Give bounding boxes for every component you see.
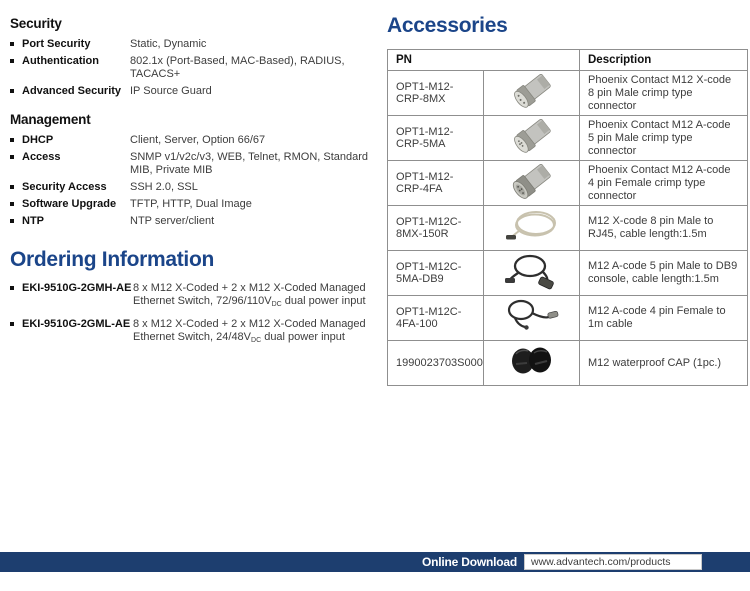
dc-subscript: DC bbox=[271, 301, 282, 308]
accessories-column bbox=[387, 14, 748, 386]
spec-label: Port Security bbox=[22, 38, 91, 50]
spec-label: NTP bbox=[22, 215, 44, 227]
ordering-part-number: EKI-9510G-2GMH-AE bbox=[22, 282, 132, 294]
spec-label: Authentication bbox=[22, 55, 99, 67]
bullet-icon bbox=[10, 219, 14, 223]
table-row bbox=[388, 116, 748, 161]
spec-row bbox=[10, 151, 380, 177]
pn-column-header: PN bbox=[388, 50, 580, 71]
ordering-information-heading: Ordering Information bbox=[10, 248, 215, 271]
description-cell: Phoenix Contact M12 A-code 5 pin Male crimp type connector bbox=[580, 116, 748, 161]
bullet-icon bbox=[10, 185, 14, 189]
spec-label: Access bbox=[22, 151, 61, 163]
table-row bbox=[388, 161, 748, 206]
spec-value: Client, Server, Option 66/67 bbox=[130, 134, 266, 146]
spec-row bbox=[10, 134, 380, 147]
description-cell: M12 waterproof CAP (1pc.) bbox=[580, 341, 748, 386]
spec-row bbox=[10, 215, 380, 228]
spec-row bbox=[10, 38, 380, 51]
part-number-cell: OPT1-M12C-8MX-150R bbox=[388, 206, 484, 251]
bullet-icon bbox=[10, 286, 14, 290]
table-row bbox=[388, 341, 748, 386]
bullet-icon bbox=[10, 322, 14, 326]
db9-console-cable-photo-icon bbox=[504, 277, 560, 294]
management-section bbox=[10, 112, 380, 228]
spec-row bbox=[10, 85, 380, 98]
spec-label: DHCP bbox=[22, 134, 54, 146]
part-number-cell: OPT1-M12C-5MA-DB9 bbox=[388, 251, 484, 296]
spec-value: NTP server/client bbox=[130, 215, 215, 227]
part-number-cell: OPT1-M12C-4FA-100 bbox=[388, 296, 484, 341]
bullet-icon bbox=[10, 59, 14, 63]
description-cell: M12 X-code 8 pin Male to RJ45, cable length:1.5m bbox=[580, 206, 748, 251]
spec-value: SSH 2.0, SSL bbox=[130, 181, 198, 193]
description-cell: Phoenix Contact M12 A-code 4 pin Female crimp type connector bbox=[580, 161, 748, 206]
description-cell: Phoenix Contact M12 X-code 8 pin Male crimp type connector bbox=[580, 71, 748, 116]
bullet-icon bbox=[10, 138, 14, 142]
accessories-header-row bbox=[388, 50, 748, 71]
loop-cable-photo-icon bbox=[504, 322, 560, 339]
m12-male-connector-photo-icon bbox=[504, 142, 560, 159]
table-row bbox=[388, 206, 748, 251]
spec-value: 802.1x (Port-Based, MAC-Based), RADIUS, TACACS+ bbox=[130, 55, 345, 80]
online-download-label: Online Download bbox=[422, 555, 517, 569]
part-number-cell: OPT1-M12-CRP-5MA bbox=[388, 116, 484, 161]
ordering-part-number: EKI-9510G-2GML-AE bbox=[22, 318, 131, 330]
spec-label: Advanced Security bbox=[22, 85, 122, 97]
accessories-heading: Accessories bbox=[387, 14, 508, 37]
spec-value: IP Source Guard bbox=[130, 85, 212, 97]
spec-label: Software Upgrade bbox=[22, 198, 117, 210]
management-heading: Management bbox=[10, 112, 91, 127]
spec-row bbox=[10, 181, 380, 194]
ordering-description: 8 x M12 X-Coded + 2 x M12 X-Coded Managed Ethernet Switch, $72/96/110V_{DC}$ dual power input bbox=[133, 282, 366, 308]
bullet-icon bbox=[10, 89, 14, 93]
spec-row bbox=[10, 198, 380, 211]
m12-female-connector-photo-icon bbox=[504, 187, 560, 204]
part-number-cell: OPT1-M12-CRP-4FA bbox=[388, 161, 484, 206]
accessories-table bbox=[387, 49, 748, 386]
bullet-icon bbox=[10, 155, 14, 159]
download-url-box bbox=[524, 554, 702, 570]
part-number-cell: 1990023703S000 bbox=[388, 341, 484, 386]
ordering-description: 8 x M12 X-Coded + 2 x M12 X-Coded Managed Ethernet Switch, $24/48V_{DC}$ dual power input bbox=[133, 318, 366, 344]
spec-value: TFTP, HTTP, Dual Image bbox=[130, 198, 252, 210]
bullet-icon bbox=[10, 202, 14, 206]
coiled-cable-photo-icon bbox=[504, 232, 560, 249]
table-row bbox=[388, 296, 748, 341]
waterproof-caps-photo-icon bbox=[504, 367, 560, 384]
bullet-icon bbox=[10, 42, 14, 46]
ordering-item bbox=[10, 282, 380, 311]
ordering-item bbox=[10, 318, 380, 347]
description-column-header: Description bbox=[580, 50, 748, 71]
security-section bbox=[10, 16, 380, 98]
spec-label: Security Access bbox=[22, 181, 107, 193]
security-heading: Security bbox=[10, 16, 62, 31]
m12-male-connector-photo-icon bbox=[504, 97, 560, 114]
specs-column bbox=[10, 16, 380, 354]
online-download-bar bbox=[0, 552, 750, 572]
spec-row bbox=[10, 55, 380, 81]
dc-subscript: DC bbox=[251, 337, 262, 344]
description-cell: M12 A-code 4 pin Female to 1m cable bbox=[580, 296, 748, 341]
table-row bbox=[388, 71, 748, 116]
download-url: www.advantech.com/products bbox=[531, 556, 671, 568]
description-cell: M12 A-code 5 pin Male to DB9 console, cable length:1.5m bbox=[580, 251, 748, 296]
spec-value: Static, Dynamic bbox=[130, 38, 207, 50]
spec-value: SNMP v1/v2c/v3, WEB, Telnet, RMON, Standard MIB, Private MIB bbox=[130, 151, 369, 176]
table-row bbox=[388, 251, 748, 296]
part-number-cell: OPT1-M12-CRP-8MX bbox=[388, 71, 484, 116]
